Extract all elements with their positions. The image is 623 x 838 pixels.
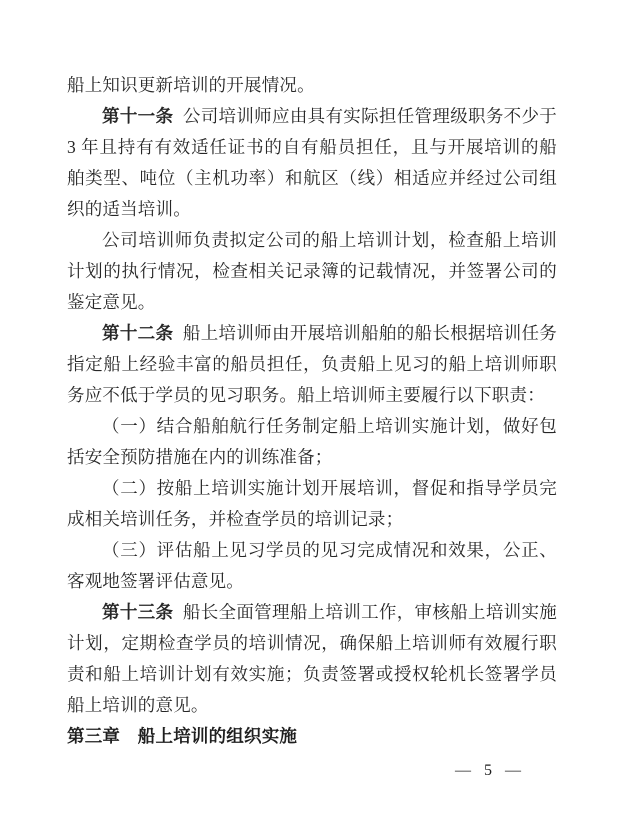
article-12-text: 船上培训师由开展培训船舶的船长根据培训任务指定船上经验丰富的船员担任，负责船上见习的船上培训师职务应不低于学员的见习职务。船上培训师主要履行以下职责：: [67, 323, 557, 405]
paragraph-duty-2: （二）按船上培训实施计划开展培训，督促和指导学员完成相关培训任务，并检查学员的培训记录；: [67, 478, 557, 529]
page-number-dash-right: —: [505, 762, 521, 779]
article-number-12: 第十二条: [102, 323, 174, 343]
article-number-11: 第十一条: [102, 106, 174, 126]
document-body: [67, 70, 557, 752]
page-number-footer: [455, 762, 521, 780]
page-number-dash-left: —: [455, 762, 471, 779]
paragraph-article-11: [67, 101, 557, 225]
paragraph-article-13: [67, 597, 557, 721]
paragraph-article-12: [67, 318, 557, 411]
paragraph-duty-1: （一）结合船舶航行任务制定船上培训实施计划，做好包括安全预防措施在内的训练准备；: [67, 416, 557, 467]
paragraph-company-trainer: 公司培训师负责拟定公司的船上培训计划，检查船上培训计划的执行情况，检查相关记录簿的记载情况，并签署公司的鉴定意见。: [67, 230, 557, 312]
article-13-text: 船长全面管理船上培训工作，审核船上培训实施计划，定期检查学员的培训情况，确保船上培训师有效履行职责和船上培训计划有效实施；负责签署或授权轮机长签署学员船上培训的意见。: [67, 602, 557, 715]
article-11-text: 公司培训师应由具有实际担任管理级职务不少于 3 年且持有有效适任证书的自有船员担任，且与开展培训的船舶类型、吨位（主机功率）和航区（线）相适应并经过公司组织的适当培训。: [67, 106, 557, 219]
page-number: 5: [484, 762, 492, 779]
paragraph-duty-3: （三）评估船上见习学员的见习完成情况和效果，公正、客观地签署评估意见。: [67, 540, 557, 591]
chapter-3-heading: 第三章 船上培训的组织实施: [67, 726, 298, 746]
paragraph-continuation: 船上知识更新培训的开展情况。: [67, 75, 315, 95]
article-number-13: 第十三条: [102, 602, 174, 622]
